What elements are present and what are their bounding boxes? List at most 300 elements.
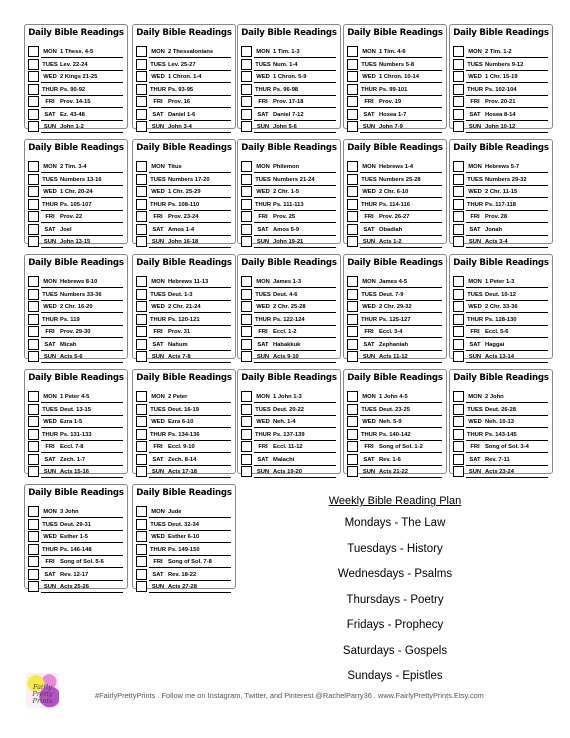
- day-label: WED: [362, 189, 376, 195]
- reading-checkbox[interactable]: [241, 59, 252, 70]
- reading-checkbox[interactable]: [28, 224, 39, 235]
- day-label: TUES: [150, 291, 166, 298]
- reading-checkbox[interactable]: [136, 506, 147, 517]
- reading-checkbox[interactable]: [241, 301, 252, 312]
- reading-reference: Nahum: [168, 341, 188, 348]
- reading-checkbox[interactable]: [28, 71, 39, 82]
- reading-checkbox[interactable]: [241, 391, 252, 402]
- reading-checkbox[interactable]: [453, 314, 464, 325]
- reading-checkbox[interactable]: [136, 441, 147, 452]
- reading-checkbox[interactable]: [241, 186, 252, 197]
- reading-checkbox[interactable]: [136, 174, 147, 185]
- reading-checkbox[interactable]: [241, 339, 252, 350]
- reading-reference: Hebrews 8-10: [60, 279, 98, 285]
- write-line: [149, 362, 231, 363]
- reading-checkbox[interactable]: [347, 211, 358, 222]
- reading-checkbox[interactable]: [136, 96, 147, 107]
- reading-checkbox[interactable]: [347, 186, 358, 197]
- day-label: FRI: [364, 329, 374, 335]
- reading-row: [347, 174, 444, 186]
- reading-checkbox[interactable]: [241, 276, 252, 287]
- reading-reference: Acts 7-8: [168, 354, 191, 360]
- reading-reference: Daniel 7-12: [273, 111, 304, 118]
- reading-checkbox[interactable]: [347, 174, 358, 185]
- reading-reference: Song of Sol. 1-2: [379, 444, 423, 450]
- day-label: SUN: [256, 469, 270, 475]
- reading-checkbox[interactable]: [241, 96, 252, 107]
- reading-checkbox[interactable]: [28, 314, 39, 325]
- reading-checkbox[interactable]: [453, 161, 464, 172]
- reading-reference: Ps. 96-98: [273, 86, 299, 93]
- reading-checkbox[interactable]: [28, 391, 39, 402]
- reading-checkbox[interactable]: [136, 59, 147, 70]
- reading-checkbox[interactable]: [241, 454, 252, 465]
- reading-checkbox[interactable]: [28, 339, 39, 350]
- reading-checkbox[interactable]: [347, 84, 358, 95]
- reading-card: [24, 24, 128, 129]
- reading-checkbox[interactable]: [136, 569, 147, 580]
- reading-checkbox[interactable]: [136, 161, 147, 172]
- reading-checkbox[interactable]: [28, 351, 39, 362]
- reading-reference: Deut. 13-15: [60, 406, 91, 413]
- day-label: MON: [256, 49, 270, 55]
- reading-reference: Prov. 20-21: [485, 99, 516, 105]
- reading-checkbox[interactable]: [136, 429, 147, 440]
- day-label: SAT: [469, 226, 481, 233]
- reading-checkbox[interactable]: [241, 289, 252, 300]
- day-label: SUN: [468, 124, 482, 130]
- reading-reference: Deut. 20-22: [273, 406, 304, 413]
- reading-reference: Micah: [60, 341, 77, 348]
- reading-row: [28, 416, 125, 428]
- reading-checkbox[interactable]: [241, 161, 252, 172]
- reading-checkbox[interactable]: [136, 531, 147, 542]
- reading-checkbox[interactable]: [453, 236, 464, 247]
- reading-row: [241, 429, 338, 441]
- reading-row: [347, 211, 444, 223]
- reading-row: [136, 429, 233, 441]
- reading-reference: Rev. 1-6: [379, 456, 401, 463]
- reading-checkbox[interactable]: [453, 224, 464, 235]
- reading-checkbox[interactable]: [28, 199, 39, 210]
- day-label: WED: [43, 189, 57, 195]
- reading-checkbox[interactable]: [136, 391, 147, 402]
- reading-reference: Jonah: [485, 226, 503, 233]
- reading-reference: Ps. 149-150: [168, 546, 200, 553]
- reading-reference: Philemon: [273, 164, 300, 170]
- reading-checkbox[interactable]: [241, 224, 252, 235]
- reading-reference: Acts 17-18: [168, 469, 198, 475]
- reading-card: [237, 139, 341, 244]
- write-line: [466, 247, 548, 248]
- reading-checkbox[interactable]: [453, 466, 464, 477]
- reading-checkbox[interactable]: [347, 391, 358, 402]
- reading-row: [453, 109, 550, 121]
- reading-checkbox[interactable]: [136, 581, 147, 592]
- reading-checkbox[interactable]: [347, 326, 358, 337]
- reading-card: [132, 484, 236, 589]
- reading-reference: Prov. 14-15: [60, 99, 91, 105]
- reading-reference: 1 Chr. 25-29: [168, 189, 201, 195]
- day-label: TUES: [255, 176, 271, 183]
- reading-reference: 2 Chr. 11-15: [485, 189, 518, 195]
- reading-row: [347, 441, 444, 453]
- reading-checkbox[interactable]: [136, 199, 147, 210]
- reading-row: [241, 391, 338, 403]
- reading-checkbox[interactable]: [453, 59, 464, 70]
- day-label: MON: [43, 164, 57, 170]
- day-label: SAT: [44, 456, 56, 463]
- reading-checkbox[interactable]: [28, 519, 39, 530]
- reading-checkbox[interactable]: [241, 314, 252, 325]
- reading-checkbox[interactable]: [28, 326, 39, 337]
- reading-row: [241, 289, 338, 301]
- reading-row: [136, 109, 233, 121]
- reading-reference: John 19-21: [273, 239, 304, 245]
- plan-item-tuesday: Tuesdays - History: [347, 542, 443, 555]
- reading-checkbox[interactable]: [241, 84, 252, 95]
- reading-checkbox[interactable]: [347, 121, 358, 132]
- day-label: SAT: [152, 456, 164, 463]
- reading-reference: Deut. 16-19: [168, 406, 199, 413]
- day-label: THUR: [254, 86, 272, 93]
- reading-checkbox[interactable]: [453, 404, 464, 415]
- reading-checkbox[interactable]: [347, 59, 358, 70]
- reading-reference: Amos 1-4: [168, 226, 195, 233]
- reading-checkbox[interactable]: [136, 186, 147, 197]
- reading-checkbox[interactable]: [28, 276, 39, 287]
- day-label: SUN: [362, 354, 376, 360]
- write-line: [254, 362, 336, 363]
- reading-checkbox[interactable]: [241, 326, 252, 337]
- reading-checkbox[interactable]: [453, 211, 464, 222]
- reading-checkbox[interactable]: [28, 441, 39, 452]
- reading-row: [453, 314, 550, 326]
- reading-reference: Acts 25-26: [60, 584, 90, 590]
- reading-checkbox[interactable]: [241, 71, 252, 82]
- day-label: SAT: [363, 226, 375, 233]
- reading-checkbox[interactable]: [453, 454, 464, 465]
- reading-checkbox[interactable]: [453, 174, 464, 185]
- day-label: SAT: [363, 456, 375, 463]
- reading-checkbox[interactable]: [136, 276, 147, 287]
- reading-row: [136, 391, 233, 403]
- day-label: FRI: [258, 214, 268, 220]
- day-label: THUR: [254, 431, 272, 438]
- reading-checkbox[interactable]: [241, 46, 252, 57]
- reading-checkbox[interactable]: [28, 236, 39, 247]
- reading-checkbox[interactable]: [453, 46, 464, 57]
- reading-checkbox[interactable]: [28, 301, 39, 312]
- reading-checkbox[interactable]: [241, 466, 252, 477]
- reading-checkbox[interactable]: [136, 314, 147, 325]
- reading-checkbox[interactable]: [347, 416, 358, 427]
- reading-checkbox[interactable]: [136, 556, 147, 567]
- reading-checkbox[interactable]: [28, 544, 39, 555]
- write-line: [149, 477, 231, 478]
- card-title: Daily Bible Readings: [241, 143, 337, 153]
- reading-checkbox[interactable]: [347, 224, 358, 235]
- reading-checkbox[interactable]: [241, 416, 252, 427]
- day-label: FRI: [258, 99, 268, 105]
- reading-row: [136, 556, 233, 568]
- reading-card: [237, 24, 341, 129]
- reading-checkbox[interactable]: [453, 71, 464, 82]
- reading-checkbox[interactable]: [28, 174, 39, 185]
- reading-checkbox[interactable]: [28, 556, 39, 567]
- reading-checkbox[interactable]: [28, 569, 39, 580]
- reading-row: [453, 404, 550, 416]
- day-label: THUR: [149, 431, 167, 438]
- reading-reference: Acts 15-16: [60, 469, 90, 475]
- day-label: TUES: [42, 406, 58, 413]
- day-label: TUES: [42, 176, 58, 183]
- reading-checkbox[interactable]: [28, 289, 39, 300]
- reading-checkbox[interactable]: [28, 186, 39, 197]
- reading-checkbox[interactable]: [28, 506, 39, 517]
- reading-checkbox[interactable]: [453, 339, 464, 350]
- reading-row: [453, 59, 550, 71]
- day-label: FRI: [45, 444, 55, 450]
- reading-reference: Numbers 33-36: [60, 291, 102, 298]
- reading-checkbox[interactable]: [241, 441, 252, 452]
- reading-reference: Eccl. 11-12: [273, 444, 303, 450]
- reading-checkbox[interactable]: [136, 289, 147, 300]
- reading-checkbox[interactable]: [28, 46, 39, 57]
- day-label: SAT: [152, 341, 164, 348]
- reading-checkbox[interactable]: [241, 429, 252, 440]
- card-title: Daily Bible Readings: [453, 28, 549, 38]
- reading-card: [24, 139, 128, 244]
- reading-row: [453, 301, 550, 313]
- reading-checkbox[interactable]: [136, 416, 147, 427]
- reading-row: [241, 454, 338, 466]
- day-label: TUES: [150, 406, 166, 413]
- reading-checkbox[interactable]: [347, 96, 358, 107]
- reading-card: [24, 484, 128, 589]
- reading-checkbox[interactable]: [28, 581, 39, 592]
- write-line: [41, 247, 123, 248]
- reading-checkbox[interactable]: [136, 224, 147, 235]
- reading-reference: Deut. 7-9: [379, 291, 404, 298]
- reading-row: [28, 391, 125, 403]
- reading-card: [343, 139, 447, 244]
- reading-checkbox[interactable]: [347, 314, 358, 325]
- reading-checkbox[interactable]: [28, 466, 39, 477]
- reading-reference: Eccl. 3-4: [379, 329, 403, 335]
- reading-checkbox[interactable]: [347, 339, 358, 350]
- reading-checkbox[interactable]: [241, 236, 252, 247]
- reading-checkbox[interactable]: [136, 519, 147, 530]
- reading-checkbox[interactable]: [241, 121, 252, 132]
- reading-checkbox[interactable]: [347, 199, 358, 210]
- day-label: SUN: [362, 124, 376, 130]
- reading-checkbox[interactable]: [347, 301, 358, 312]
- reading-checkbox[interactable]: [347, 109, 358, 120]
- day-label: TUES: [467, 291, 483, 298]
- reading-reference: 2 Chr. 1-5: [273, 189, 300, 195]
- reading-row: [453, 224, 550, 236]
- card-title: Daily Bible Readings: [241, 373, 337, 383]
- reading-checkbox[interactable]: [28, 59, 39, 70]
- reading-checkbox[interactable]: [136, 71, 147, 82]
- reading-checkbox[interactable]: [28, 84, 39, 95]
- day-label: THUR: [466, 201, 484, 208]
- day-label: FRI: [364, 444, 374, 450]
- reading-row: [28, 339, 125, 351]
- reading-checkbox[interactable]: [28, 429, 39, 440]
- reading-checkbox[interactable]: [136, 544, 147, 555]
- reading-checkbox[interactable]: [241, 404, 252, 415]
- reading-checkbox[interactable]: [241, 211, 252, 222]
- reading-reference: Hebrews 11-13: [168, 279, 209, 285]
- reading-checkbox[interactable]: [136, 301, 147, 312]
- reading-checkbox[interactable]: [453, 351, 464, 362]
- reading-row: [453, 429, 550, 441]
- reading-checkbox[interactable]: [136, 109, 147, 120]
- reading-reference: Ps. 93-95: [168, 86, 194, 93]
- reading-row: [241, 404, 338, 416]
- reading-row: [136, 211, 233, 223]
- reading-row: [28, 46, 125, 58]
- reading-reference: Song of Sol. 3-4: [485, 444, 529, 450]
- reading-checkbox[interactable]: [28, 416, 39, 427]
- reading-row: [241, 351, 338, 363]
- reading-reference: Titus: [168, 164, 182, 170]
- reading-row: [241, 276, 338, 288]
- reading-checkbox[interactable]: [136, 121, 147, 132]
- reading-checkbox[interactable]: [453, 109, 464, 120]
- reading-checkbox[interactable]: [241, 174, 252, 185]
- reading-checkbox[interactable]: [347, 71, 358, 82]
- reading-row: [347, 339, 444, 351]
- day-label: MON: [43, 279, 57, 285]
- reading-checkbox[interactable]: [136, 404, 147, 415]
- reading-checkbox[interactable]: [347, 289, 358, 300]
- reading-checkbox[interactable]: [136, 236, 147, 247]
- reading-checkbox[interactable]: [28, 211, 39, 222]
- card-title: Daily Bible Readings: [28, 258, 124, 268]
- reading-row: [28, 544, 125, 556]
- day-label: TUES: [467, 61, 483, 68]
- reading-checkbox[interactable]: [136, 454, 147, 465]
- reading-checkbox[interactable]: [28, 121, 39, 132]
- reading-reference: John 16-18: [168, 239, 199, 245]
- write-line: [466, 132, 548, 133]
- reading-checkbox[interactable]: [347, 404, 358, 415]
- reading-checkbox[interactable]: [453, 186, 464, 197]
- reading-checkbox[interactable]: [28, 109, 39, 120]
- reading-checkbox[interactable]: [136, 326, 147, 337]
- reading-row: [453, 236, 550, 248]
- day-label: WED: [151, 189, 165, 195]
- reading-reference: Numbers 25-28: [379, 176, 421, 183]
- reading-checkbox[interactable]: [347, 454, 358, 465]
- reading-row: [241, 199, 338, 211]
- day-label: THUR: [149, 201, 167, 208]
- reading-reference: Obadiah: [379, 226, 403, 233]
- reading-checkbox[interactable]: [453, 301, 464, 312]
- reading-checkbox[interactable]: [136, 84, 147, 95]
- day-label: WED: [43, 534, 57, 540]
- reading-checkbox[interactable]: [347, 429, 358, 440]
- day-label: SUN: [151, 239, 165, 245]
- day-label: TUES: [255, 61, 271, 68]
- reading-row: [28, 531, 125, 543]
- reading-row: [241, 326, 338, 338]
- reading-reference: Ez. 43-48: [60, 111, 85, 118]
- reading-checkbox[interactable]: [28, 96, 39, 107]
- day-label: SUN: [468, 469, 482, 475]
- reading-checkbox[interactable]: [28, 404, 39, 415]
- reading-checkbox[interactable]: [453, 429, 464, 440]
- reading-checkbox[interactable]: [347, 276, 358, 287]
- reading-checkbox[interactable]: [347, 161, 358, 172]
- reading-checkbox[interactable]: [453, 441, 464, 452]
- reading-reference: 2 Kings 21-25: [60, 74, 98, 80]
- reading-checkbox[interactable]: [136, 351, 147, 362]
- reading-row: [136, 531, 233, 543]
- reading-checkbox[interactable]: [347, 466, 358, 477]
- reading-checkbox[interactable]: [347, 351, 358, 362]
- reading-reference: Ps. 105-107: [60, 201, 92, 208]
- day-label: FRI: [153, 214, 163, 220]
- reading-checkbox[interactable]: [241, 351, 252, 362]
- reading-reference: 2 Chr. 16-20: [60, 304, 93, 310]
- day-label: WED: [468, 189, 482, 195]
- reading-checkbox[interactable]: [453, 289, 464, 300]
- reading-checkbox[interactable]: [136, 339, 147, 350]
- day-label: WED: [362, 74, 376, 80]
- reading-checkbox[interactable]: [453, 276, 464, 287]
- day-label: THUR: [41, 316, 59, 323]
- reading-checkbox[interactable]: [136, 46, 147, 57]
- reading-row: [347, 351, 444, 363]
- reading-checkbox[interactable]: [347, 236, 358, 247]
- reading-checkbox[interactable]: [241, 199, 252, 210]
- day-label: FRI: [45, 559, 55, 565]
- reading-checkbox[interactable]: [453, 96, 464, 107]
- reading-checkbox[interactable]: [453, 84, 464, 95]
- reading-checkbox[interactable]: [347, 441, 358, 452]
- reading-checkbox[interactable]: [453, 416, 464, 427]
- reading-checkbox[interactable]: [241, 109, 252, 120]
- reading-row: [453, 174, 550, 186]
- reading-checkbox[interactable]: [28, 531, 39, 542]
- reading-checkbox[interactable]: [347, 46, 358, 57]
- reading-row: [28, 556, 125, 568]
- reading-reference: Prov. 22: [60, 214, 83, 220]
- reading-checkbox[interactable]: [136, 466, 147, 477]
- reading-checkbox[interactable]: [453, 121, 464, 132]
- reading-checkbox[interactable]: [28, 161, 39, 172]
- reading-row: [241, 96, 338, 108]
- reading-row: [453, 84, 550, 96]
- reading-reference: Deut. 10-12: [485, 291, 516, 298]
- reading-checkbox[interactable]: [136, 211, 147, 222]
- reading-checkbox[interactable]: [453, 199, 464, 210]
- reading-reference: Acts 23-24: [485, 469, 515, 475]
- reading-checkbox[interactable]: [453, 326, 464, 337]
- day-label: TUES: [42, 61, 58, 68]
- reading-row: [136, 224, 233, 236]
- reading-checkbox[interactable]: [453, 391, 464, 402]
- day-label: WED: [151, 419, 165, 425]
- reading-reference: 1 Peter 1-3: [485, 279, 515, 285]
- day-label: FRI: [45, 329, 55, 335]
- day-label: SUN: [362, 239, 376, 245]
- reading-checkbox[interactable]: [28, 454, 39, 465]
